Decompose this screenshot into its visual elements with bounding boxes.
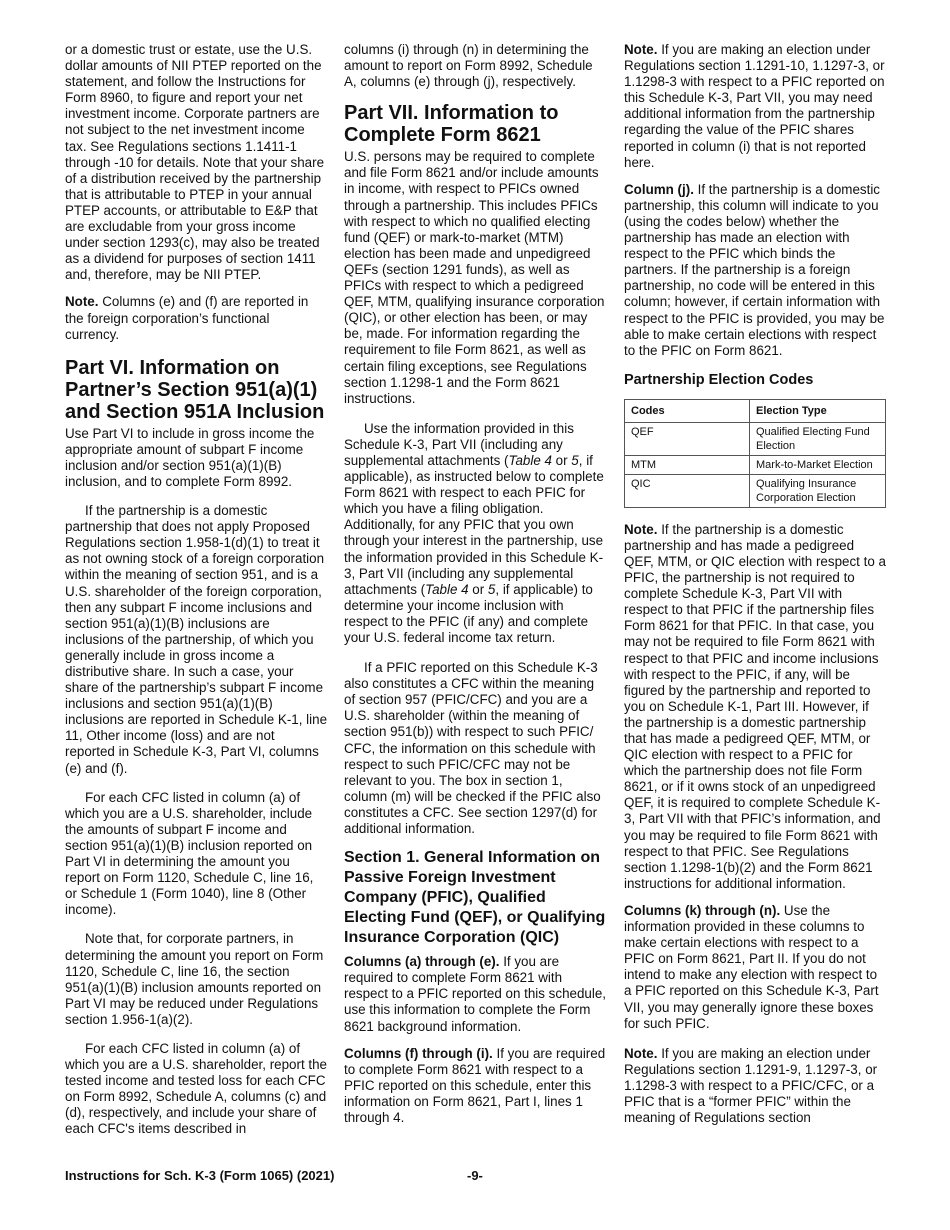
note-former-pfic: Note. If you are making an election under Regulations section 1.1291-9, 1.1297-3, or 1.1298-3 with respect to a PFIC/CFC, or a PFIC that is a “former PFIC” within the meaning of Regulations section (624, 1045, 878, 1126)
table-cell-election-type: Qualified Electing Fund Election (750, 422, 886, 455)
footer-title: Instructions for Sch. K-3 (Form 1065) (2021) (65, 1168, 335, 1183)
paragraph-columns-a-e: Columns (a) through (e). If you are required to complete Form 8621 with respect to a PFIC reported on this schedule, use this information to complete the Form 8621 background information. (344, 954, 607, 1034)
election-codes-table (624, 399, 886, 508)
paragraph-form-8992-columns: columns (i) through (n) in determining the amount to report on Form 8992, Schedule A, columns (e) through (j), respectively. (344, 42, 593, 90)
table-header-row (625, 399, 886, 422)
paragraph-domestic-partnership: If the partnership is a domestic partnership that does not apply Proposed Regulations section 1.958-1(d)(1) to treat it as not owning stock of a foreign corporation within the meaning of section 951, and is a U.S. shareholder of the foreign corporation, then any subpart F income inclusions and section 951(a)(1)(B) inclusions are inclusions of the partnership, of which you generally include in gross income a distributive share. In such a case, your share of the partnership’s subpart F income inclusions and section 951(a)(1)(B) inclusions are reported in Schedule K-1, line 11, Other income (loss) and are not reported in Schedule K-3, Part VI, columns (e) and (f). (65, 503, 328, 776)
paragraph-columns-k-n: Columns (k) through (n). Use the information provided in these columns to make certain elections with respect to a PFIC on Form 8621, Part II. If you do not intend to make any election with respect to a PFIC reported on this Schedule K-3, Part VII, you may generally ignore these boxes for such PFIC. (624, 902, 879, 1031)
paragraph-corporate-partners: Note that, for corporate partners, in determining the amount you report on Form 1120, Schedule C, line 16, the section 951(a)(1)(B) inclusion amounts reported on Part VI may be reduced under Regulations section 1.956-1(a)(2). (65, 931, 324, 1027)
table-row (625, 474, 886, 507)
table-4-ref: Table 4 (508, 452, 552, 468)
note-label: Note. (624, 521, 658, 537)
paragraph-use-information: Use the information provided in this Schedule K-3, Part VII (including any supplemental attachments (Table 4 or 5, if applicable), as instructed below to complete Form 8621 with respect to each PFIC for which you have a filing obligation. Additionally, for any PFIC that you own through your interest in the partnership, use the information provided in this Schedule K-3, Part VII (including any supplemental attachments (Table 4 or 5, if applicable) to determine your income inclusion with respect to the PFIC (if any) and complete your U.S. federal income tax return. (344, 420, 604, 645)
columns-a-e-label: Columns (a) through (e). (344, 954, 500, 970)
heading-section-1: Section 1. General Information on Passive Foreign Investment Company (PFIC), Qualified Electing Fund (QEF), or Qualifying Insurance Corporation (QIC) (344, 849, 606, 947)
columns-k-n-label: Columns (k) through (n). (624, 902, 781, 918)
table-cell-election-type: Qualifying Insurance Corporation Election (750, 474, 886, 507)
note-label: Note. (65, 294, 99, 310)
paragraph-each-cfc-inclusion: For each CFC listed in column (a) of which you are a U.S. shareholder, include the amounts of subpart F income and section 951(a)(1)(B) inclusion reported on Part VI in determining the amount you report on Form 1120, Schedule C, line 16, or Schedule 1 (Form 1040), line 8 (Other income). (65, 789, 314, 918)
note-functional-currency (65, 294, 327, 342)
column-right (624, 42, 886, 1137)
paragraph-nii-ptep: or a domestic trust or estate, use the U.S. dollar amounts of NII PTEP reported on the statement, and follow the Instructions for Form 8960, to figure and report your net investment income. Corporate partners are not subject to the net investment income tax. See Regulations sections 1.1411-1 through -10 for details. Note that your share of a distribution received by the partnership that is attributable to PTEP in your annual PTEP accounts, or attributable to E&P that are excludable from your gross income under section 1293(c), may also be treated as a dividend for purposes of section 1411 and, therefore, may be NII PTEP. (65, 42, 325, 283)
table-header-election-type: Election Type (750, 399, 886, 422)
note-label: Note. (624, 1045, 658, 1061)
table-5-ref: 5 (571, 452, 579, 468)
note-label: Note. (624, 42, 658, 57)
table-cell-code: MTM (625, 455, 750, 474)
table-4-ref: Table 4 (425, 581, 469, 597)
paragraph-us-persons: U.S. persons may be required to complete and file Form 8621 and/or include amounts in income, with respect to PFICs owned through a partnership. This includes PFICs with respect to which no qualified electing fund (QEF) or mark-to-market (MTM) election has been made and unpedigreed QEFs (section 1291 funds), as well as PFICs with respect to which a pedigreed QEF, MTM, qualifying insurance corporation (QIC), or other election has been, or may be, made. For information regarding the requirement to file Form 8621, as well as certain filing exceptions, see Regulations section 1.1298-1 and the Form 8621 instructions. (344, 149, 605, 406)
table-header-codes: Codes (625, 399, 750, 422)
page-number: -9- (467, 1168, 483, 1183)
heading-part-vii: Part VII. Information to Complete Form 8621 (344, 102, 559, 147)
heading-partnership-election-codes: Partnership Election Codes (624, 371, 814, 388)
column-left (65, 42, 327, 1149)
columns-f-i-label: Columns (f) through (i). (344, 1045, 493, 1061)
paragraph-each-cfc-tested-income: For each CFC listed in column (a) of which you are a U.S. shareholder, report the tested income and tested loss for each CFC on Form 8992, Schedule A, columns (c) and (d), respectively, and include your share of each CFC's items described in (65, 1040, 328, 1137)
paragraph-columns-f-i: Columns (f) through (i). If you are required to complete Form 8621 with respect to a PFIC reported on this schedule, enter this information on Form 8621, Part I, lines 1 through 4. (344, 1045, 606, 1125)
paragraph-column-j: Column (j). If the partnership is a domestic partnership, this column will indicate to you (using the codes below) whether the partnership has made an election with respect to the PFIC which binds the partners. If the partnership is a foreign partnership, no code will be entered in this column; however, if certain information with respect to the PFIC is provided, you may be able to make certain elections with respect to the PFIC on Form 8621. (624, 181, 885, 358)
column-middle (344, 42, 606, 1137)
table-row (625, 455, 886, 474)
paragraph-use-part-vi: Use Part VI to include in gross income the appropriate amount of subpart F income inclusion and/or section 951(a)(1)(B) inclusion, and to complete Form 8992. (65, 425, 315, 489)
page-footer (65, 1168, 886, 1183)
table-row (625, 422, 886, 455)
note-text: Columns (e) and (f) are reported in the foreign corporation’s functional currency. (65, 294, 309, 342)
table-5-ref: 5 (487, 581, 496, 597)
table-cell-election-type: Mark-to-Market Election (750, 455, 886, 474)
note-pedigreed-election: Note. If the partnership is a domestic partnership and has made a pedigreed QEF, MTM, or QIC election with respect to a PFIC, the partnership is not required to complete Schedule K-3, Part VII with respect to that PFIC if the partnership files Form 8621 for that PFIC. In that case, you may not be required to file Form 8621 with respect to that PFIC and income inclusions with respect to the PFIC, if any, will be figured by the partnership and reported to you on Schedule K-1, Part III. However, if the partnership is a domestic partnership that has made a pedigreed QEF, MTM, or QIC election with respect to a PFIC for which the partnership does not file Form 8621, or if it owns stock of an unpedigreed QEF, it is required to complete Schedule K-3, Part VII with that PFIC’s information, and you may be required to file Form 8621 with respect to that PFIC. See Regulations section 1.1298-1(b)(2) and the Form 8621 instructions for additional information. (624, 521, 886, 891)
table-cell-code: QIC (625, 474, 750, 507)
column-j-label: Column (j). (624, 181, 694, 197)
table-cell-code: QEF (625, 422, 750, 455)
paragraph-pfic-cfc: If a PFIC reported on this Schedule K-3 also constitutes a CFC within the meaning of section 957 (PFIC/CFC) and you are a U.S. shareholder (within the meaning of section 951(b)) with respect to such PFIC/ CFC, the information on this schedule with respect to such PFIC/CFC may not be relevant to you. The box in section 1, column (m) will be checked if the PFIC also constitutes a CFC. See section 1297(d) for additional information. (344, 660, 601, 837)
note-election-value: Note. If you are making an election under Regulations section 1.1291-10, 1.1297-3, or 1.1298-3 with respect to a PFIC reported on this Schedule K-3, Part VII, you may need additional information from the partnership regarding the value of the PFIC shares reported in column (i) that is not reported here. (624, 42, 885, 170)
heading-part-vi: Part VI. Information on Partner’s Section 951(a)(1) and Section 951A Inclusion (65, 356, 325, 423)
